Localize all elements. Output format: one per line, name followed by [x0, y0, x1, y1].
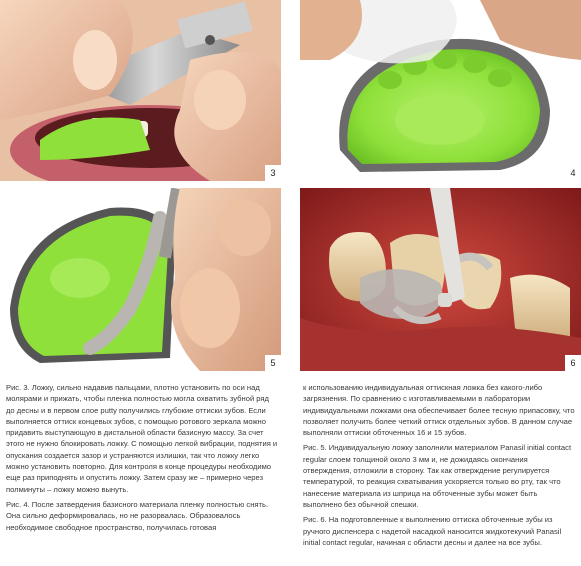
figure-3-photo	[0, 0, 281, 181]
tray-in-mouth-image	[0, 0, 281, 181]
figure-4-photo	[300, 0, 581, 181]
tray-filled-with-material-image	[0, 188, 281, 371]
figure-6-photo	[300, 188, 581, 371]
caption-paragraph: к использованию индивидуальная оттискная ложка без какого-либо загрязнения. По сравнению с изготавливаемыми в лаборатории индивидуальными ложками она обеспечивает более тесную припасовку, что позволяет получить более четкий оттиск отдельных зубов. В данном случае выполняли оттиски обточенных 16 и 15 зубов.	[303, 383, 575, 438]
figure-number: 3	[265, 165, 281, 181]
caption-column-left	[6, 382, 278, 537]
caption-column-right	[303, 382, 575, 552]
caption-paragraph: Рис. 6. На подготовленные к выполнению оттиска обточенные зубы из ручного диспенсера с надетой насадкой наносится жидкотекучий Panasil initial contact regular, начиная с области десны и далее на все зубы.	[303, 515, 562, 547]
intraoral-injection-image	[300, 188, 581, 371]
putty-tray-film-image	[300, 0, 581, 181]
figure-number: 5	[265, 355, 281, 371]
figure-5-photo	[0, 188, 281, 371]
figure-number: 6	[565, 355, 581, 371]
figure-number: 4	[565, 165, 581, 181]
caption-paragraph: Рис. 3. Ложку, сильно надавив пальцами, плотно установить по оси над молярами и прижать, чтобы пленка полностью могла охватить зубной ряд до десны и в первом слое putty получились глубокие оттиски зубов. Если выполняется оттиск концевых зубов, с помощью ротового зеркала можно придавить выступающую в дистальной области базисную массу. За счет этого не нужно блокировать ложку. С помощью легкой вибрации, поднятия и опускания создается зазор и устраняются излишки, так что ложку легко можно установить повторно. Для контроля в конце процедуры необходимо еще раз приподнять и опустить ложку. Затем сразу же – примерно через полминуты – ложку можно вынуть.	[6, 383, 278, 494]
caption-paragraph: Рис. 5. Индивидуальную ложку заполнили материалом Panasil initial contact regular слоем толщиной около 3 мм и, не дожидаясь окончания отверждения, отложили в сторону. Так как отверждение регулируется температурой, то реакция схватывания ускоряется только во рту, так что нанесение материала из шприца на обточенные зубы может быть выполнено без обычной спешки.	[303, 443, 572, 509]
caption-paragraph: Рис. 4. После затвердения базисного материала пленку полностью снять. Она сильно деформировалась, но не разорвалась. Образовалось необходимое свободное пространство, получилась готовая	[6, 499, 269, 532]
